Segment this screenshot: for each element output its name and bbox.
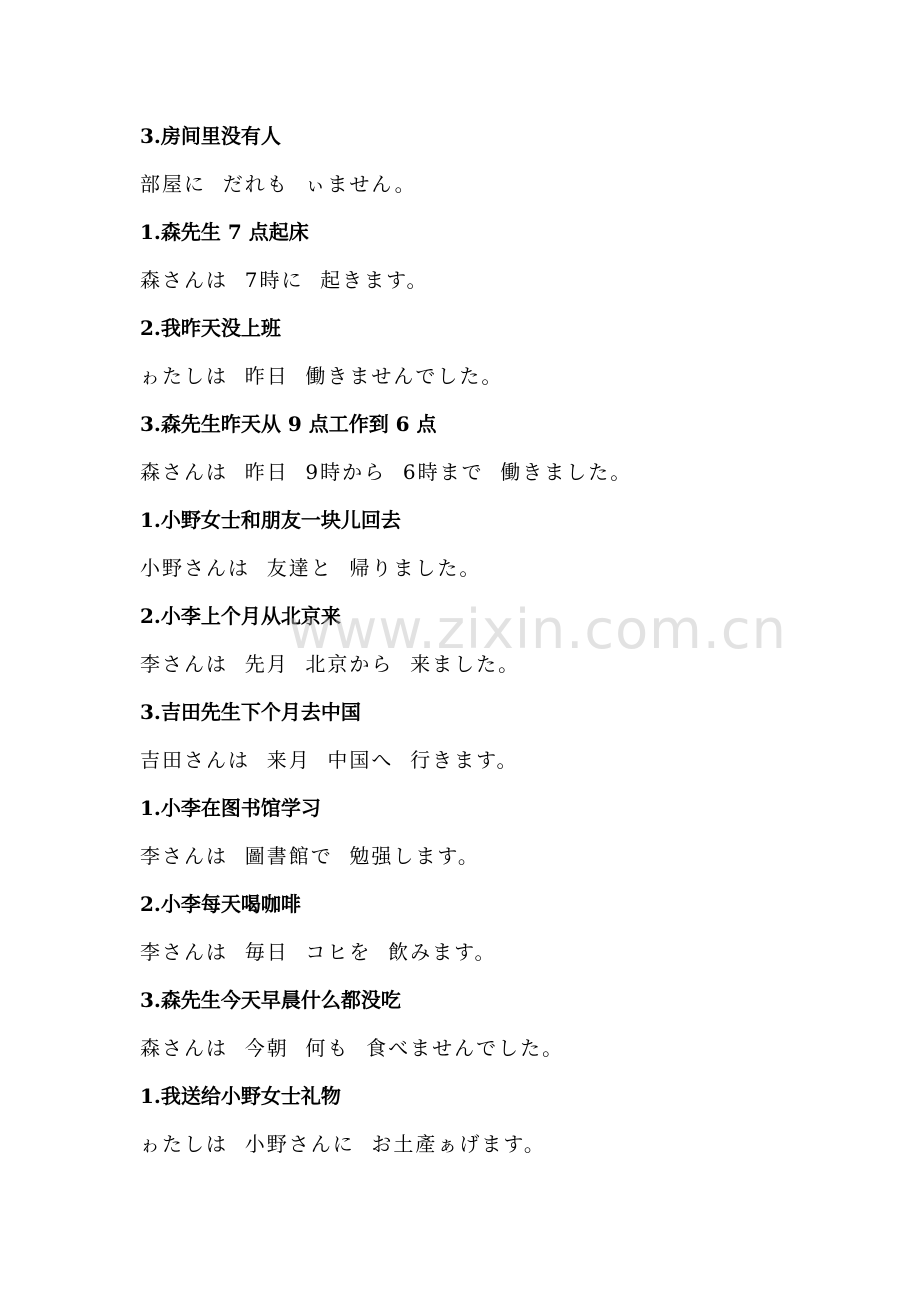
answer-text: 李さんは 先月 北京から 来ました。 <box>140 652 521 676</box>
exercise-entry <box>140 1076 860 1172</box>
answer-text: ゎたしは 昨日 働きませんでした。 <box>140 364 504 388</box>
exercise-entry <box>140 884 860 980</box>
question-text: 2.小李上个月从北京来 <box>140 604 341 628</box>
answer-text: 李さんは 毎日 コヒを 飲みます。 <box>140 940 497 964</box>
answer-text: 小野さんは 友達と 帰りました。 <box>140 556 482 580</box>
exercise-entry <box>140 116 860 212</box>
question-text: 3.房间里没有人 <box>140 124 281 148</box>
exercise-entry <box>140 500 860 596</box>
question-text: 1.森先生 7 点起床 <box>140 220 309 244</box>
exercise-entry <box>140 308 860 404</box>
question-text: 2.小李每天喝咖啡 <box>140 892 301 916</box>
answer-text: 森さんは 昨日 9時から 6時まで 働きました。 <box>140 460 633 484</box>
question-text: 3.吉田先生下个月去中国 <box>140 700 361 724</box>
exercise-entry <box>140 596 860 692</box>
answer-text: ゎたしは 小野さんに お土產ぁげます。 <box>140 1132 546 1156</box>
exercise-entry <box>140 212 860 308</box>
exercise-entry <box>140 404 860 500</box>
exercise-entry <box>140 692 860 788</box>
document-body <box>140 116 860 1172</box>
exercise-entry <box>140 980 860 1076</box>
answer-text: 森さんは 7時に 起きます。 <box>140 268 429 292</box>
question-text: 1.小李在图书馆学习 <box>140 796 321 820</box>
question-text: 1.小野女士和朋友一块儿回去 <box>140 508 401 532</box>
answer-text: 森さんは 今朝 何も 食べませんでした。 <box>140 1036 565 1060</box>
answer-text: 吉田さんは 来月 中国へ 行きます。 <box>140 748 519 772</box>
question-text: 3.森先生今天早晨什么都没吃 <box>140 988 401 1012</box>
exercise-entry <box>140 788 860 884</box>
question-text: 2.我昨天没上班 <box>140 316 281 340</box>
question-text: 3.森先生昨天从 9 点工作到 6 点 <box>140 412 437 436</box>
watermark: www.zixin.com.cn <box>288 598 787 661</box>
answer-text: 部屋に だれも ぃません。 <box>140 172 417 196</box>
answer-text: 李さんは 圖書館で 勉强します。 <box>140 844 480 868</box>
question-text: 1.我送给小野女士礼物 <box>140 1084 341 1108</box>
